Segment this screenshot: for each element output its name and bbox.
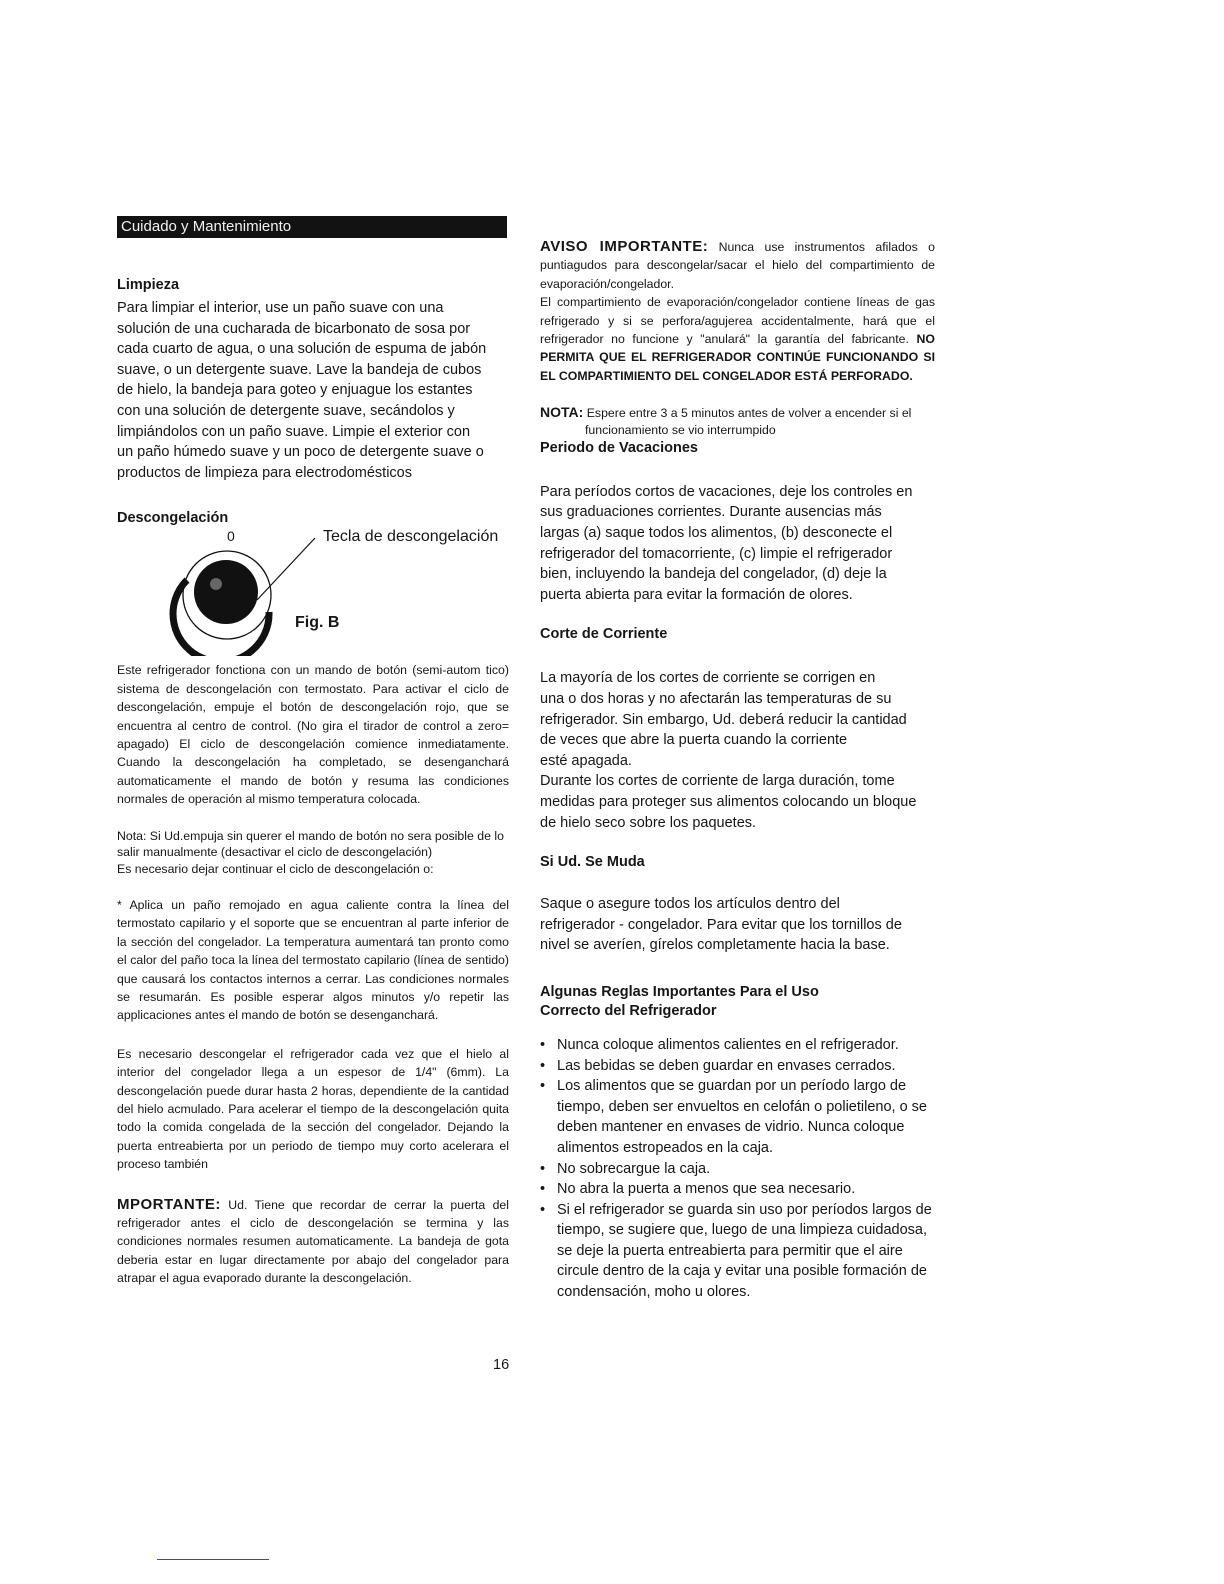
hot-cloth-paragraph: * Aplica un paño remojado en agua caliente contra la línea del termostato capilario y el soporte que se encuentran al parte inferior de la sección del congelador. La temperatura aumentará tan pronto como el calor del paño toca la línea del termostato capilario (línea de sentido) que causará los contactos internos a cerrar. Las condiciones normales se resumarán. Es posible esperar algos minutos y/o repetir las applicaciones antes el mando de botón se desenganchará.	[117, 897, 509, 1023]
defrost-figure	[117, 528, 509, 656]
nota-line-1: Espere entre 3 a 5 minutos antes de volver a encender si el	[586, 406, 912, 421]
dial-zero-label: 0	[227, 528, 235, 545]
vacaciones-heading: Periodo de Vacaciones	[540, 439, 698, 456]
aviso-label: AVISO IMPORTANTE:	[540, 238, 709, 255]
corte-heading: Corte de Corriente	[540, 626, 668, 643]
importante-label: MPORTANTE:	[117, 1195, 221, 1213]
list-item: • No sobrecargue la caja.	[540, 1160, 711, 1177]
frost-thickness-paragraph: Es necesario descongelar el refrigerador cada vez que el hielo al interior del congelador llega a un espesor de 1/4" (6mm). La descongelación puede durar hasta 2 horas, dependiente de la cantidad del hielo acmulado. Para acelerar el tiempo de la descongelación quita todo la comida congelada de la sección del congelador. Dejando la puerta entreabierta por un periodo de tiempo muy corto acelerara el proceso también	[117, 1046, 509, 1172]
corte-paragraph: La mayoría de los cortes de corriente se corrigen en una o dos horas y no afectarán las temperaturas de su refrigerador. Sin embargo, Ud. deberá reducir la cantidad de veces que abre la puerta cuando la corriente esté apagada. Durante los cortes de corriente de larga duración, tome medidas para proteger sus alimentos colocando un bloque de hielo seco sobre los paquetes.	[540, 670, 917, 831]
right-column	[540, 238, 935, 1303]
defrost-paragraph: Este refrigerador fonctiona con un mando de botón (semi-autom tico) sistema de descongelación con termostato. Para activar el ciclo de descongelación, empuje el botón de descongelación rojo, que se encuentra al centro de control. (No gira el tirador de control a zero= apagado) El ciclo de descongelación comience inmediatamente. Cuando la descongelación ha completado, se desenganchará automaticamente el mando de botón y resuma las condiciones normales de operación al mismo temperatura colocada.	[117, 663, 509, 807]
section-title: Cuidado y Mantenimiento	[121, 218, 292, 235]
reglas-heading-line-1: Algunas Reglas Importantes Para el Uso	[540, 983, 819, 1000]
figure-label: Fig. B	[295, 614, 340, 632]
importante-text: Ud. Tiene que recordar de cerrar la puerta del refrigerador antes el ciclo de descongelación se termina y las condiciones normales resumen automaticamente. La bandeja de gota deberia estar en lugar directamente por abajo del congelador para atrapar el agua evaporado durante la descongelación.	[117, 1197, 509, 1286]
left-column	[117, 216, 509, 1288]
aviso-paragraph-1	[540, 238, 935, 293]
list-item: • Las bebidas se deben guardar en envases cerrados.	[540, 1057, 896, 1074]
aviso-text-2: El compartimiento de evaporación/congelador contiene líneas de gas refrigerado y si se perfora/agujerea accidentalmente, hará que el refrigerador no funcione y "anulará" la garantía del fabricante.	[540, 295, 935, 347]
list-item: • No abra la puerta a menos que sea necesario.	[540, 1181, 856, 1198]
aviso-warning: NO PERMITA QUE EL REFRIGERADOR CONTINÚE FUNCIONANDO SI EL COMPARTIMIENTO DEL CONGELADOR ESTÁ PERFORADO.	[540, 332, 935, 383]
vacaciones-paragraph: Para períodos cortos de vacaciones, deje los controles en sus graduaciones corrientes. Durante ausencias más largas (a) saque todos los alimentos, (b) desconecte el refrigerador del tomacorriente, (c) limpie el refrigerador bien, incluyendo la bandeja del congelador, (d) deje la puerta abierta para evitar la formación de olores.	[540, 483, 913, 603]
section-header-bar	[117, 216, 507, 238]
muda-paragraph: Saque o asegure todos los artículos dentro del refrigerador - congelador. Para evitar que los tornillos de nivel se averíen, gírelos completamente hacia la base.	[540, 896, 902, 954]
limpieza-heading: Limpieza	[117, 277, 180, 293]
list-item: • Si el refrigerador se guarda sin uso por períodos largos de tiempo, se sugiere que, luego de una limpieza cuidadosa, se deje la puerta entreabierta para permitir que el aire circule dentro de la caja y evitar una posible formación de condensación, moho u olores.	[540, 1201, 932, 1301]
defrost-dial-icon	[117, 528, 509, 656]
nota-block	[540, 404, 935, 439]
footer-rule	[157, 1559, 269, 1560]
list-item: • Los alimentos que se guardan por un período largo de tiempo, deben ser envueltos en celofán o polietileno, o se deben mantener en envases de vidrio. Nunca coloque alimentos estropeados en la caja.	[540, 1078, 927, 1156]
nota-label: NOTA:	[540, 404, 584, 421]
limpieza-paragraph: Para limpiar el interior, use un paño suave con una solución de una cucharada de bicarbonato de sosa por cada cuarto de agua, o una solución de espuma de jabón suave, o un detergente suave. Lave la bandeja de cubos de hielo, la bandeja para goteo y enjuague los estantes con una solución de detergente suave, secándolos y limpiándolos con un paño suave. Limpie el exterior con un paño húmedo suave y un poco de detergente suave o productos de limpieza para electrodomésticos	[117, 300, 487, 481]
reglas-heading-line-2: Correcto del Refrigerador	[540, 1002, 717, 1019]
aviso-text-1: Nunca use instrumentos afilados o puntiagudos para descongelar/sacar el hielo del compartimiento de evaporación/congelador.	[540, 240, 935, 291]
defrost-note: Nota: Si Ud.empuja sin querer el mando de botón no sera posible de lo salir manualmente (desactivar el ciclo de descongelación) Es necesario dejar continuar el ciclo de descongelación o:	[117, 828, 504, 877]
page-number: 16	[493, 1357, 510, 1373]
aviso-paragraph-2	[540, 293, 935, 385]
descongelacion-heading: Descongelación	[117, 510, 229, 527]
importante-paragraph	[117, 1196, 509, 1288]
list-item: • Nunca coloque alimentos calientes en el refrigerador.	[540, 1036, 899, 1053]
defrost-key-callout: Tecla de descongelación	[323, 528, 499, 546]
nota-line-2: funcionamiento se vio interrumpido	[585, 423, 776, 438]
muda-heading: Si Ud. Se Muda	[540, 854, 645, 871]
reglas-list	[540, 1035, 935, 1303]
